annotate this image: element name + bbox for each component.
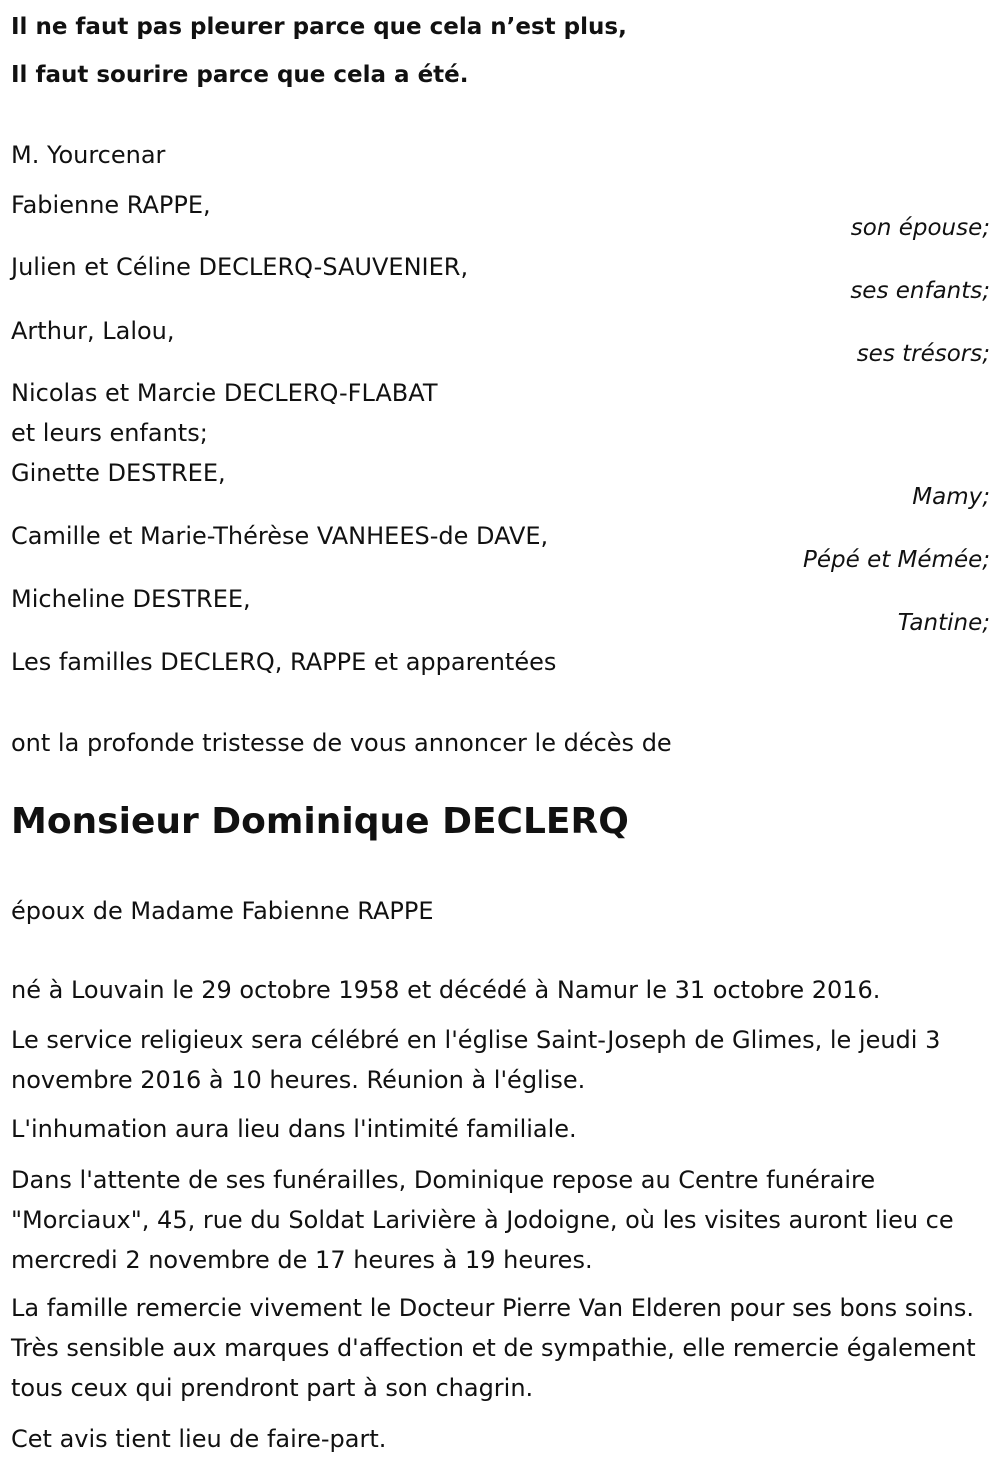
deceased-name: Monsieur Dominique DECLERQ [11, 801, 629, 842]
burial-paragraph: L'inhumation aura lieu dans l'intimité familiale. [11, 1115, 577, 1143]
family-name-6: Ginette DESTREE, [11, 459, 226, 487]
thanks-paragraph: La famille remercie vivement le Docteur Pierre Van Elderen pour ses bons soins. Très sensible aux marques d'affection et de sympathie, elle remercie également tous ceux qui prendront part à son chagrin. [11, 1294, 976, 1402]
announcement: ont la profonde tristesse de vous annoncer le décès de [11, 729, 672, 757]
quote-line-1: Il ne faut pas pleurer parce que cela n’est plus, [11, 14, 627, 40]
quote-author: M. Yourcenar [11, 141, 166, 169]
family-role-6: Mamy; [912, 484, 990, 510]
closing-line: Cet avis tient lieu de faire-part. [11, 1425, 387, 1453]
family-role-7: Pépé et Mémée; [802, 547, 990, 573]
family-role-1: son épouse; [850, 215, 990, 241]
family-role-2: ses enfants; [850, 278, 990, 304]
quote-line-2: Il faut sourire parce que cela a été. [11, 62, 469, 88]
family-name-7: Camille et Marie-Thérèse VANHEES-de DAVE, [11, 522, 549, 550]
service-paragraph: Le service religieux sera célébré en l'église Saint-Joseph de Glimes, le jeudi 3 novembre 2016 à 10 heures. Réunion à l'église. [11, 1026, 941, 1094]
family-name-2: Julien et Céline DECLERQ-SAUVENIER, [11, 253, 469, 281]
family-role-3: ses trésors; [856, 341, 990, 367]
family-name-4: Nicolas et Marcie DECLERQ-FLABAT [11, 379, 438, 407]
viewing-paragraph: Dans l'attente de ses funérailles, Dominique repose au Centre funéraire "Morciaux", 45, rue du Soldat Larivière à Jodoigne, où les visites auront lieu ce mercredi 2 novembre de 17 heures à 19 heures. [11, 1166, 954, 1274]
birth-death-line: né à Louvain le 29 octobre 1958 et décédé à Namur le 31 octobre 2016. [11, 976, 881, 1004]
family-role-8: Tantine; [897, 610, 990, 636]
family-name-1: Fabienne RAPPE, [11, 191, 211, 219]
family-name-5: et leurs enfants; [11, 419, 208, 447]
spouse-line: époux de Madame Fabienne RAPPE [11, 897, 434, 925]
family-name-9: Les familles DECLERQ, RAPPE et apparentées [11, 648, 557, 676]
family-name-8: Micheline DESTREE, [11, 585, 251, 613]
obituary-notice [11, 0, 990, 1473]
family-name-3: Arthur, Lalou, [11, 317, 175, 345]
